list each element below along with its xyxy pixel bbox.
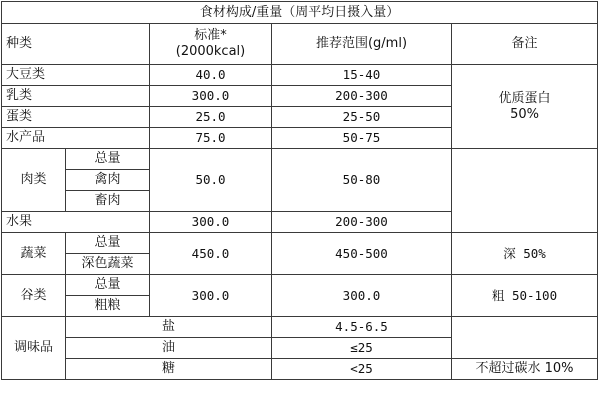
range-soy: 15-40 [272, 65, 452, 86]
header-standard-line1: 标准* [194, 28, 227, 43]
range-grain: 300.0 [272, 275, 452, 317]
row-name-dairy: 乳类 [2, 86, 150, 107]
note-sugar: 不超过碳水 10% [452, 359, 598, 380]
standard-aquatic: 75.0 [150, 128, 272, 149]
seasoning-oil-label: 油 [66, 338, 272, 359]
range-fruit: 200-300 [272, 212, 452, 233]
table-title-row [2, 2, 598, 24]
range-dairy: 200-300 [272, 86, 452, 107]
meat-sub-poultry: 禽肉 [66, 170, 150, 191]
table-row [2, 359, 598, 380]
veg-sub-total: 总量 [66, 233, 150, 254]
grain-sub-coarse: 粗粮 [66, 296, 150, 317]
table-row [2, 65, 598, 86]
range-egg: 25-50 [272, 107, 452, 128]
standard-dairy: 300.0 [150, 86, 272, 107]
table-row [2, 233, 598, 254]
row-name-veg: 蔬菜 [2, 233, 66, 275]
meat-sub-livestock: 畜肉 [66, 191, 150, 212]
note-empty-seasoning [452, 317, 598, 359]
note-protein-line1: 优质蛋白 [498, 90, 551, 106]
note-grain: 粗 50-100 [452, 275, 598, 317]
header-row [2, 24, 598, 65]
range-oil: ≤25 [272, 338, 452, 359]
table-title: 食材构成/重量（周平均日摄入量） [2, 2, 598, 24]
standard-meat: 50.0 [150, 149, 272, 212]
range-aquatic: 50-75 [272, 128, 452, 149]
range-meat: 50-80 [272, 149, 452, 212]
row-name-grain: 谷类 [2, 275, 66, 317]
row-name-seasoning: 调味品 [2, 317, 66, 380]
row-name-fruit: 水果 [2, 212, 150, 233]
table-row [2, 149, 598, 170]
range-veg: 450-500 [272, 233, 452, 275]
standard-soy: 40.0 [150, 65, 272, 86]
seasoning-sugar-label: 糖 [66, 359, 272, 380]
food-composition-table [1, 1, 598, 380]
standard-grain: 300.0 [150, 275, 272, 317]
meat-sub-total: 总量 [66, 149, 150, 170]
grain-sub-total: 总量 [66, 275, 150, 296]
range-sugar: <25 [272, 359, 452, 380]
row-name-meat: 肉类 [2, 149, 66, 212]
note-veg: 深 50% [452, 233, 598, 275]
row-name-aquatic: 水产品 [2, 128, 150, 149]
table-row [2, 275, 598, 296]
header-range: 推荐范围(g/ml) [272, 24, 452, 65]
note-protein [452, 65, 598, 149]
table-container [1, 1, 599, 410]
row-name-egg: 蛋类 [2, 107, 150, 128]
note-protein-line2: 50% [510, 106, 539, 122]
veg-sub-dark: 深色蔬菜 [66, 254, 150, 275]
table-row [2, 317, 598, 338]
header-category: 种类 [2, 24, 150, 65]
standard-veg: 450.0 [150, 233, 272, 275]
header-note: 备注 [452, 24, 598, 65]
standard-fruit: 300.0 [150, 212, 272, 233]
header-standard-line2: (2000kcal) [175, 44, 246, 59]
seasoning-salt-label: 盐 [66, 317, 272, 338]
range-salt: 4.5-6.5 [272, 317, 452, 338]
header-standard [150, 24, 272, 65]
note-empty-meat-fruit [452, 149, 598, 233]
standard-egg: 25.0 [150, 107, 272, 128]
row-name-soy: 大豆类 [2, 65, 150, 86]
